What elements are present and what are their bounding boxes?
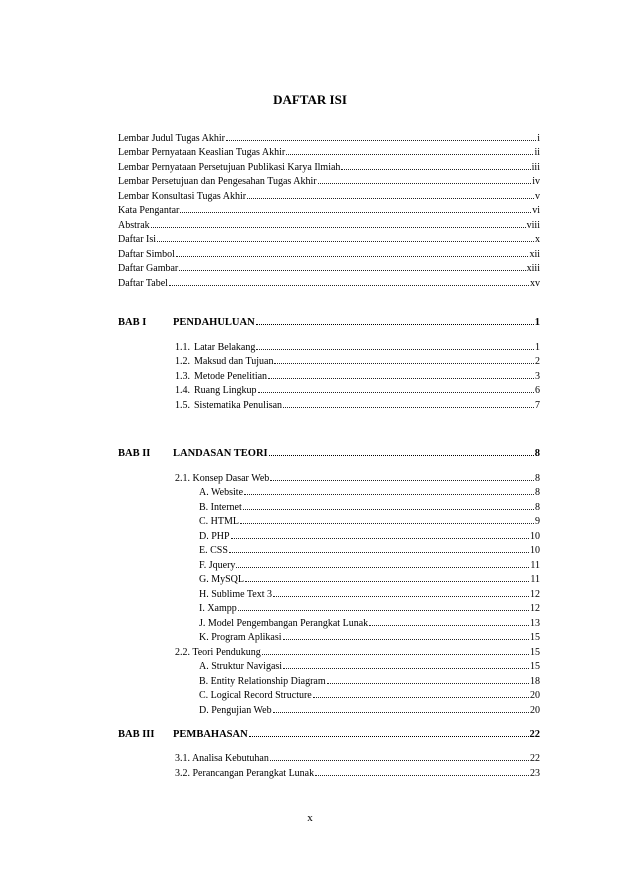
toc-entry: K. Program Aplikasi 15 [199, 632, 540, 643]
toc-entry: Daftar Simbol xii [118, 249, 540, 260]
toc-entry: Daftar Isi x [118, 234, 540, 245]
toc-entry: A. Website 8 [199, 487, 540, 498]
toc-entry: 1.1. Latar Belakang 1 [175, 342, 540, 353]
toc-section: 3.2. Perancangan Perangkat Lunak 23 [175, 768, 540, 779]
toc-entry: D. Pengujian Web 20 [199, 705, 540, 716]
toc-entry: F. Jquery 11 [199, 560, 540, 571]
chapter-heading: BAB II LANDASAN TEORI 8 [118, 448, 540, 459]
toc-entry: 1.3. Metode Penelitian 3 [175, 371, 540, 382]
page-number: x [307, 812, 313, 824]
toc-entry: 1.2. Maksud dan Tujuan 2 [175, 356, 540, 367]
toc-entry: C. Logical Record Structure 20 [199, 690, 540, 701]
toc-entry: G. MySQL 11 [199, 574, 540, 585]
toc-entry: A. Struktur Navigasi 15 [199, 661, 540, 672]
toc-entry: E. CSS 10 [199, 545, 540, 556]
toc-entry: 1.4. Ruang Lingkup 6 [175, 385, 540, 396]
toc-entry: Lembar Pernyataan Persetujuan Publikasi Karya Ilmiah iii [118, 162, 540, 173]
toc-entry: Lembar Judul Tugas Akhir i [118, 133, 540, 144]
toc-entry: Lembar Persetujuan dan Pengesahan Tugas Akhir iv [118, 176, 540, 187]
toc-entry: Kata Pengantar vi [118, 205, 540, 216]
toc-section: 3.1. Analisa Kebutuhan 22 [175, 753, 540, 764]
toc-entry: B. Entity Relationship Diagram 18 [199, 676, 540, 687]
toc-entry: I. Xampp 12 [199, 603, 540, 614]
toc-entry: Abstrak viii [118, 220, 540, 231]
toc-entry: C. HTML 9 [199, 516, 540, 527]
toc-entry: 1.5. Sistematika Penulisan 7 [175, 400, 540, 411]
toc-section: 2.2. Teori Pendukung 15 [175, 647, 540, 658]
toc-entry: Lembar Pernyataan Keaslian Tugas Akhir ii [118, 147, 540, 158]
toc-entry: H. Sublime Text 3 12 [199, 589, 540, 600]
toc-entry: Lembar Konsultasi Tugas Akhir v [118, 191, 540, 202]
page-title: DAFTAR ISI [273, 92, 347, 107]
toc-entry: B. Internet 8 [199, 502, 540, 513]
toc-entry: Daftar Tabel xv [118, 278, 540, 289]
toc-entry: D. PHP 10 [199, 531, 540, 542]
toc-entry: J. Model Pengembangan Perangkat Lunak 13 [199, 618, 540, 629]
toc-entry: Daftar Gambar xiii [118, 263, 540, 274]
chapter-heading: BAB I PENDAHULUAN 1 [118, 317, 540, 328]
toc-section: 2.1. Konsep Dasar Web 8 [175, 473, 540, 484]
chapter-heading: BAB III PEMBAHASAN 22 [118, 729, 540, 740]
